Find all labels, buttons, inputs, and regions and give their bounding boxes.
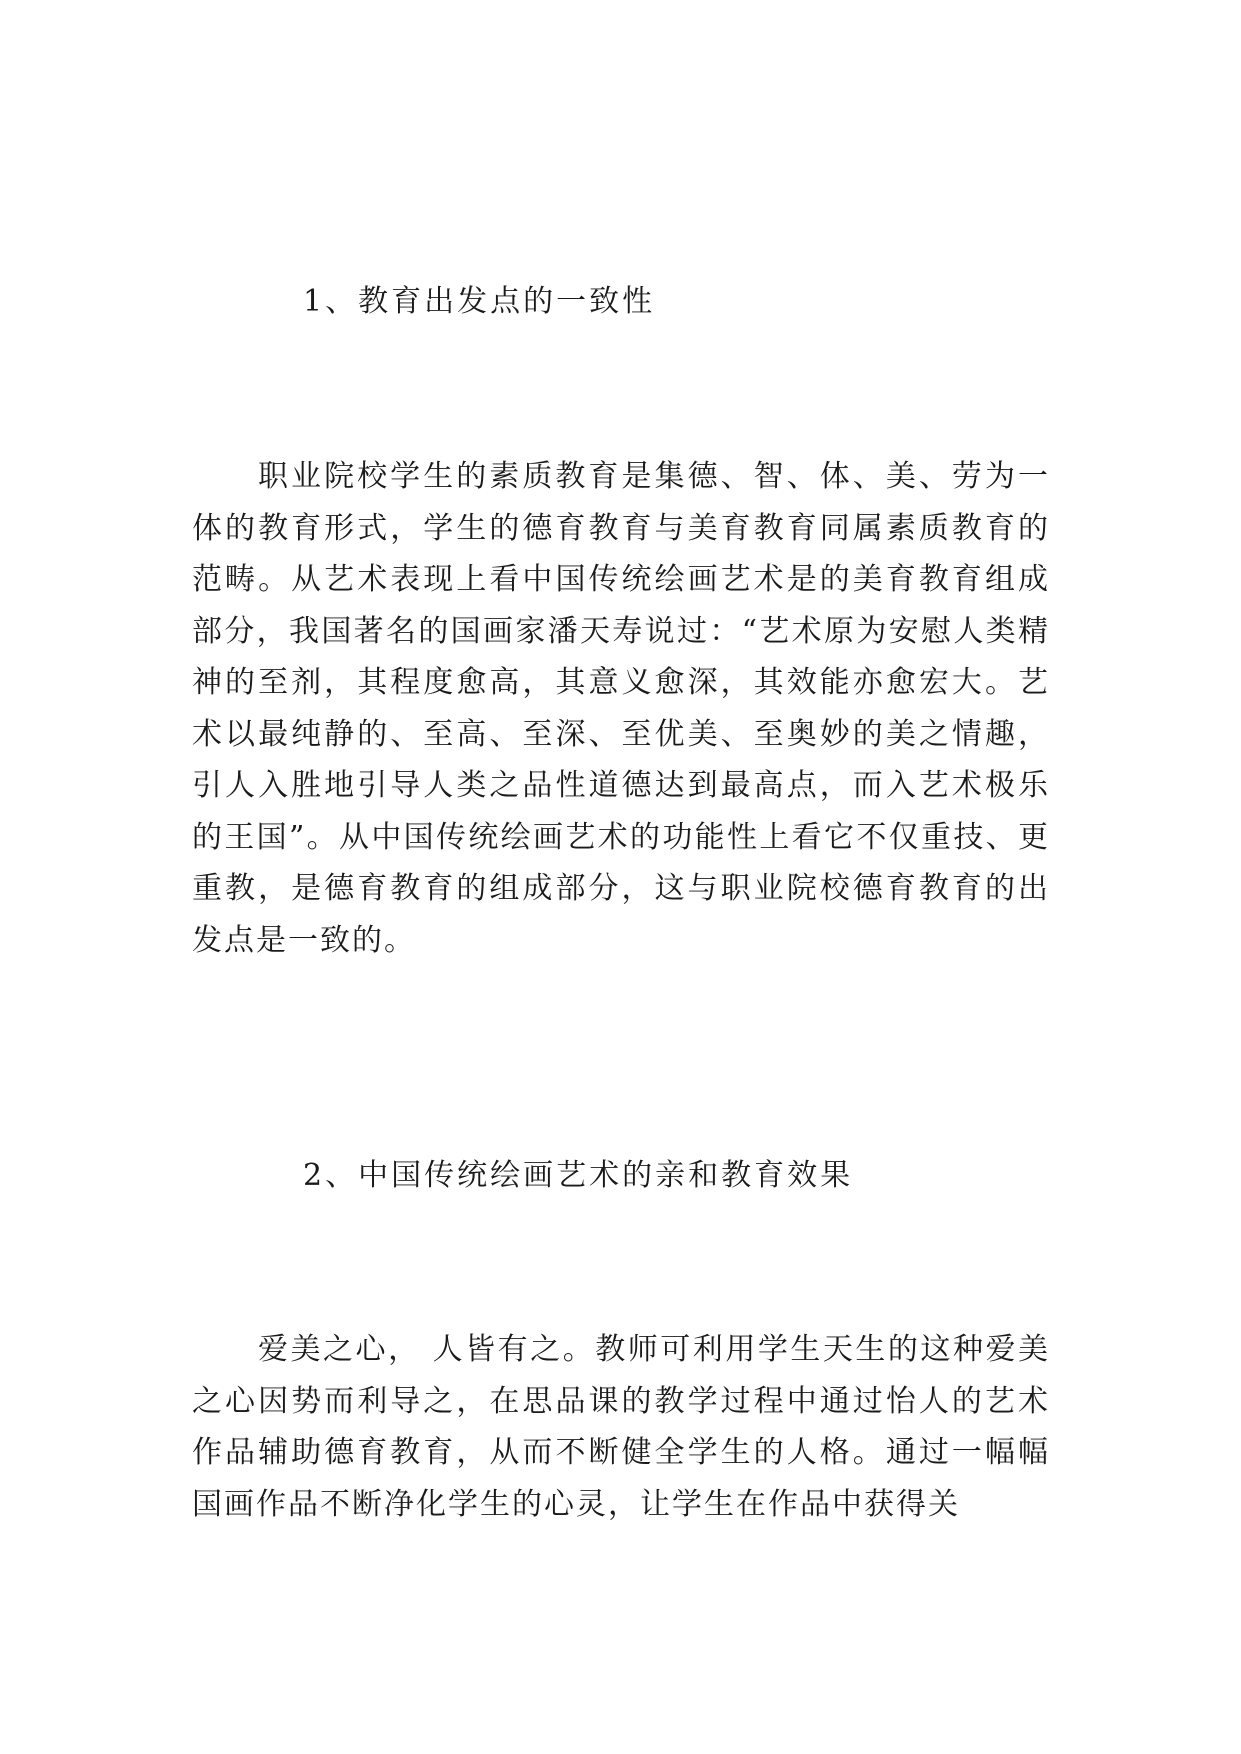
section-heading-2: 2、中国传统绘画艺术的亲和教育效果 — [303, 1158, 854, 1193]
section-paragraph-2: 爱美之心， 人皆有之。教师可利用学生天生的这种爱美之心因势而利导之，在思品课的教学过程中通过怡人的艺术作品辅助德育教育，从而不断健全学生的人格。通过一幅幅国画作品不断净化学生的心灵，让学生在作品中获得关 — [192, 1332, 1050, 1522]
section-heading-1: 1、教育出发点的一致性 — [303, 284, 656, 319]
section-paragraph-1: 职业院校学生的素质教育是集德、智、体、美、劳为一体的教育形式，学生的德育教育与美育教育同属素质教育的范畴。从艺术表现上看中国传统绘画艺术是的美育教育组成部分，我国著名的国画家潘天寿说过：“艺术原为安慰人类精神的至剂，其程度愈高，其意义愈深，其效能亦愈宏大。艺术以最纯静的、至高、至深、至优美、至奥妙的美之情趣，引人入胜地引导人类之品性道德达到最高点，而入艺术极乐的王国”。从中国传统绘画艺术的功能性上看它不仅重技、更重教，是德育教育的组成部分，这与职业院校德育教育的出发点是一致的。 — [192, 459, 1050, 958]
